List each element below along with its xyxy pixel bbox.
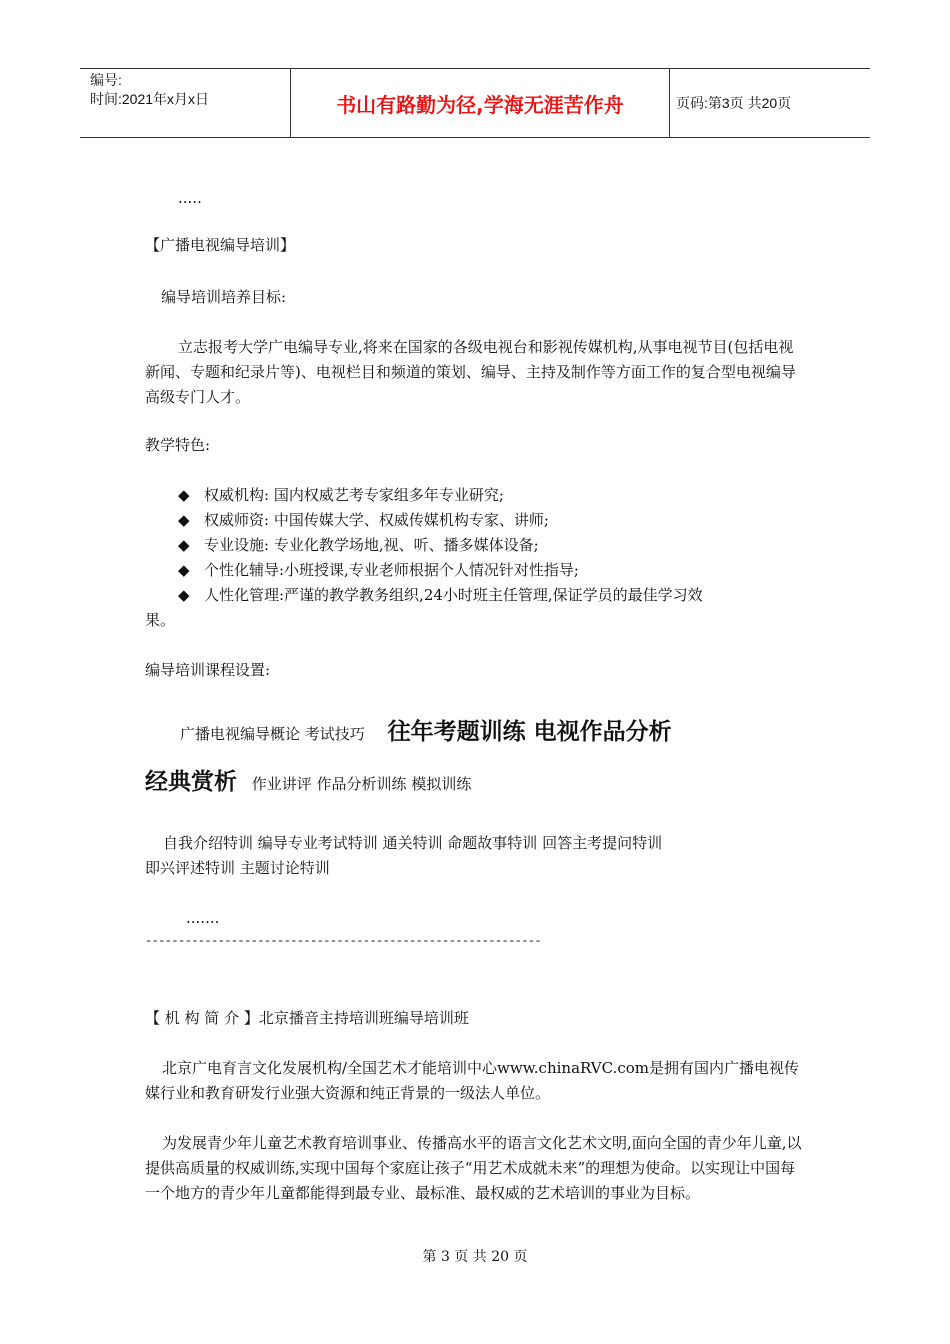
diamond-bullet-icon: ◆ — [178, 536, 190, 554]
number-label: 编号: — [90, 72, 122, 88]
course-list-big: 经典赏析 — [145, 769, 237, 795]
org-paragraph-1: 北京广电育言文化发展机构/全国艺术才能培训中心www.chinaRVC.com是拥有国内广播电视传媒行业和教育研发行业强大资源和纯正背景的一级法人单位。 — [145, 1059, 799, 1102]
date-label: 时间:2021年x月x日 — [90, 91, 210, 107]
feature-item: ◆ 权威师资: 中国传媒大学、权威传媒机构专家、讲师; — [178, 508, 549, 533]
ellipsis-mid: ....... — [186, 909, 220, 927]
special-training-line-1: 自我介绍特训 编导专业考试特训 通关特训 命题故事特训 回答主考提问特训 — [163, 834, 663, 852]
course-list-small: 作业讲评 作品分析训练 模拟训练 — [251, 775, 472, 793]
header-meta — [80, 69, 290, 137]
org-paragraph-2: 为发展青少年儿童艺术教育培训事业、传播高水平的语言文化艺术文明,面向全国的青少年儿童,以提供高质量的权威训练,实现中国每个家庭让孩子“用艺术成就未来”的理想为使命。以实现让中国每一个地方的青少年儿童都能得到最专业、最标准、最权威的艺术培训的事业为目标。 — [145, 1134, 802, 1202]
divider-line: ------------------------------------------------------------ — [145, 934, 542, 948]
diamond-bullet-icon: ◆ — [178, 511, 190, 529]
feature-item: ◆ 专业设施: 专业化教学场地,视、听、播多媒体设备; — [178, 533, 539, 558]
goal-heading: 编导培训培养目标: — [161, 288, 287, 306]
course-list-small: 广播电视编导概论 考试技巧 — [180, 725, 365, 743]
section-title: 【广播电视编导培训】 — [145, 236, 296, 254]
features-heading: 教学特色: — [145, 436, 211, 454]
goal-text: 立志报考大学广电编导专业,将来在国家的各级电视台和影视传媒机构,从事电视节目(包括电视新闻、专题和纪录片等)、电视栏目和频道的策划、编导、主持及制作等方面工作的复合型电视编导高级专门人才。 — [145, 338, 796, 406]
feature-item: ◆ 权威机构: 国内权威艺考专家组多年专业研究; — [178, 483, 504, 508]
org-title: 【 机 构 简 介 】北京播音主持培训班编导培训班 — [145, 1009, 469, 1027]
diamond-bullet-icon: ◆ — [178, 561, 190, 579]
course-line-1 — [180, 714, 843, 752]
course-line-2 — [145, 764, 808, 802]
document-header — [80, 68, 870, 138]
feature-continuation: 果。 — [145, 611, 176, 629]
feature-item: ◆ 人性化管理:严谨的教学教务组织,24小时班主任管理,保证学员的最佳学习效 — [178, 583, 703, 608]
diamond-bullet-icon: ◆ — [178, 486, 190, 504]
ellipsis-top: ..... — [178, 189, 202, 207]
header-page-info: 页码:第3页 共20页 — [676, 95, 792, 111]
header-motto: 书山有路勤为径,学海无涯苦作舟 — [290, 69, 670, 137]
diamond-bullet-icon: ◆ — [178, 586, 190, 604]
course-list-big: 往年考题训练 电视作品分析 — [387, 719, 672, 745]
special-training-line-2: 即兴评述特训 主题讨论特训 — [145, 859, 330, 877]
feature-item: ◆ 个性化辅导:小班授课,专业老师根据个人情况针对性指导; — [178, 558, 579, 583]
page-footer: 第 3 页 共 20 页 — [422, 1249, 528, 1265]
courses-heading: 编导培训课程设置: — [145, 661, 271, 679]
